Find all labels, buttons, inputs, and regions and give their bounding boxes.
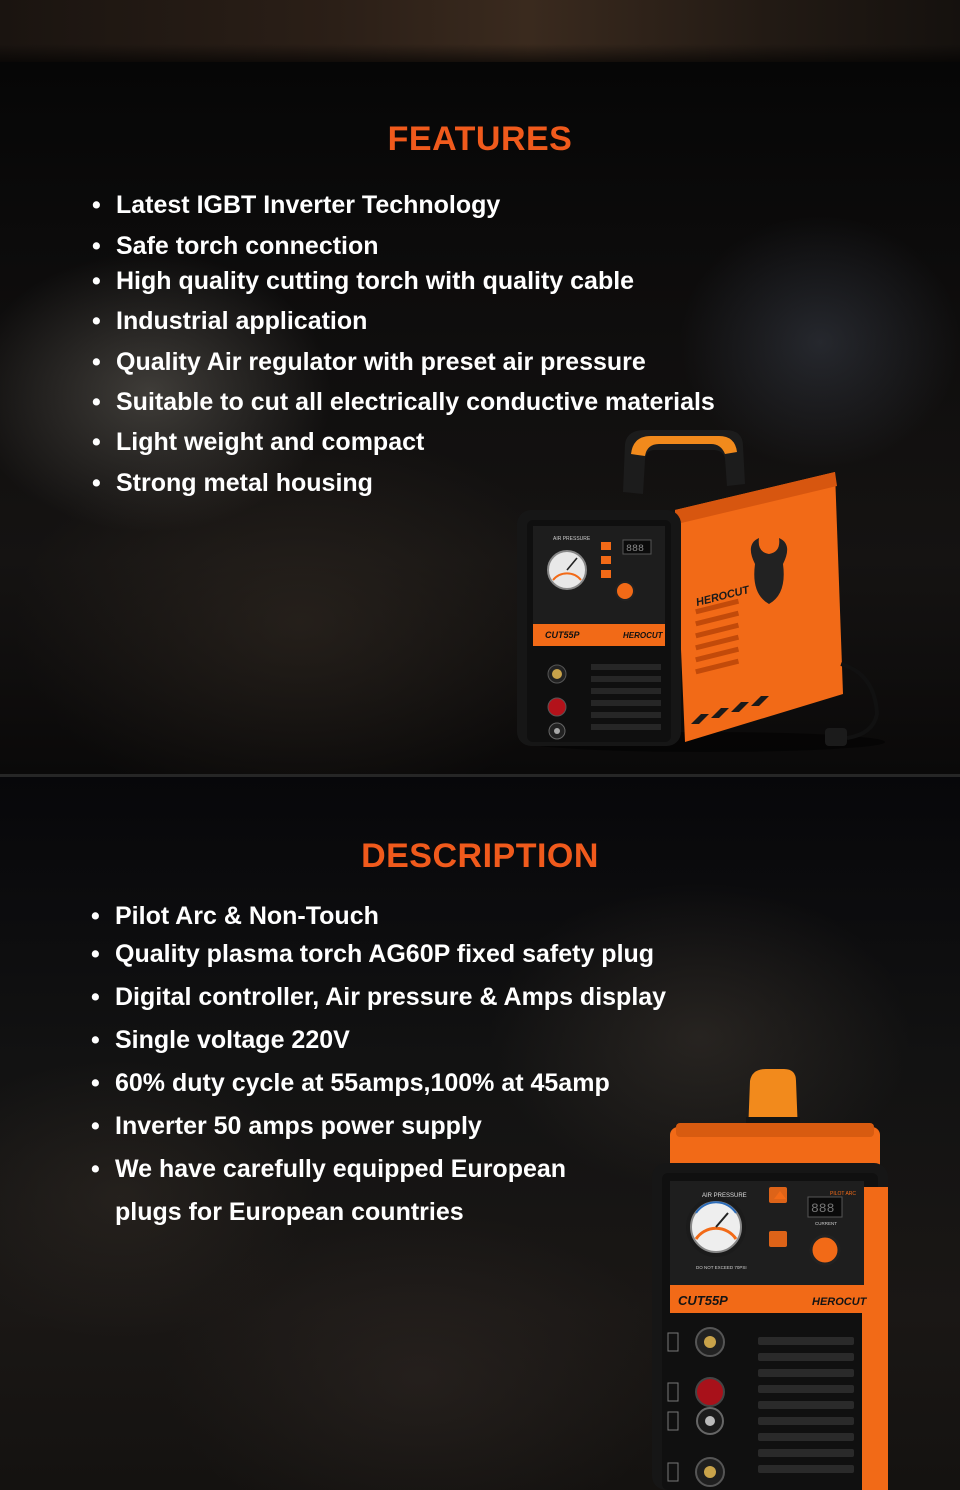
plasma-cutter-front-panel (505, 424, 890, 754)
brand-label-side: HEROCUT (694, 584, 751, 609)
model-label: CUT55P (545, 630, 580, 640)
brand-label-front: HEROCUT (623, 631, 663, 640)
plasma-cutter-front-image (648, 1067, 893, 1490)
brand-label-front: HEROCUT (812, 1296, 867, 1308)
model-label: CUT55P (678, 1293, 728, 1308)
description-section: DESCRIPTION • Pilot Arc & Non-Touch • Quality plasma torch AG60P fixed safety plug • Digital controller, Air pressure & Amps display • Single voltage 220V • 60% duty cycle at 55amps,100% at 45amp • Inverter 50 amps power supply • We have carefully equipped European plugs for European countries AIR PRESSURE PILOT ARC DO NOT EXCEED 70PSI 888 CURRENT CUT55P HEROCUT (0, 777, 960, 1490)
header-banner-image (0, 0, 960, 62)
current-knob (811, 1236, 839, 1264)
current-knob (616, 582, 634, 600)
gauge-label: AIR PRESSURE (702, 1193, 747, 1199)
amps-display: 888 (811, 1201, 835, 1216)
amps-display: 888 (626, 544, 645, 555)
features-title: FEATURES (387, 120, 573, 158)
gauge-label: AIR PRESSURE (553, 536, 591, 542)
pressure-note: DO NOT EXCEED 70PSI (696, 1265, 747, 1270)
current-label: CURRENT (815, 1221, 837, 1226)
description-title: DESCRIPTION (361, 837, 599, 875)
pilot-arc-label: PILOT ARC (830, 1191, 857, 1197)
features-section: FEATURES • Latest IGBT Inverter Technology • Safe torch connection • High quality cutting torch with quality cable • Industrial application • Quality Air regulator with preset air pressure • Suitable to cut all electrically conductive materials • Light weight and compact • Strong metal housing AIR PRESSURE 888 CUT55P HEROCUT HEROCUT (0, 62, 960, 774)
